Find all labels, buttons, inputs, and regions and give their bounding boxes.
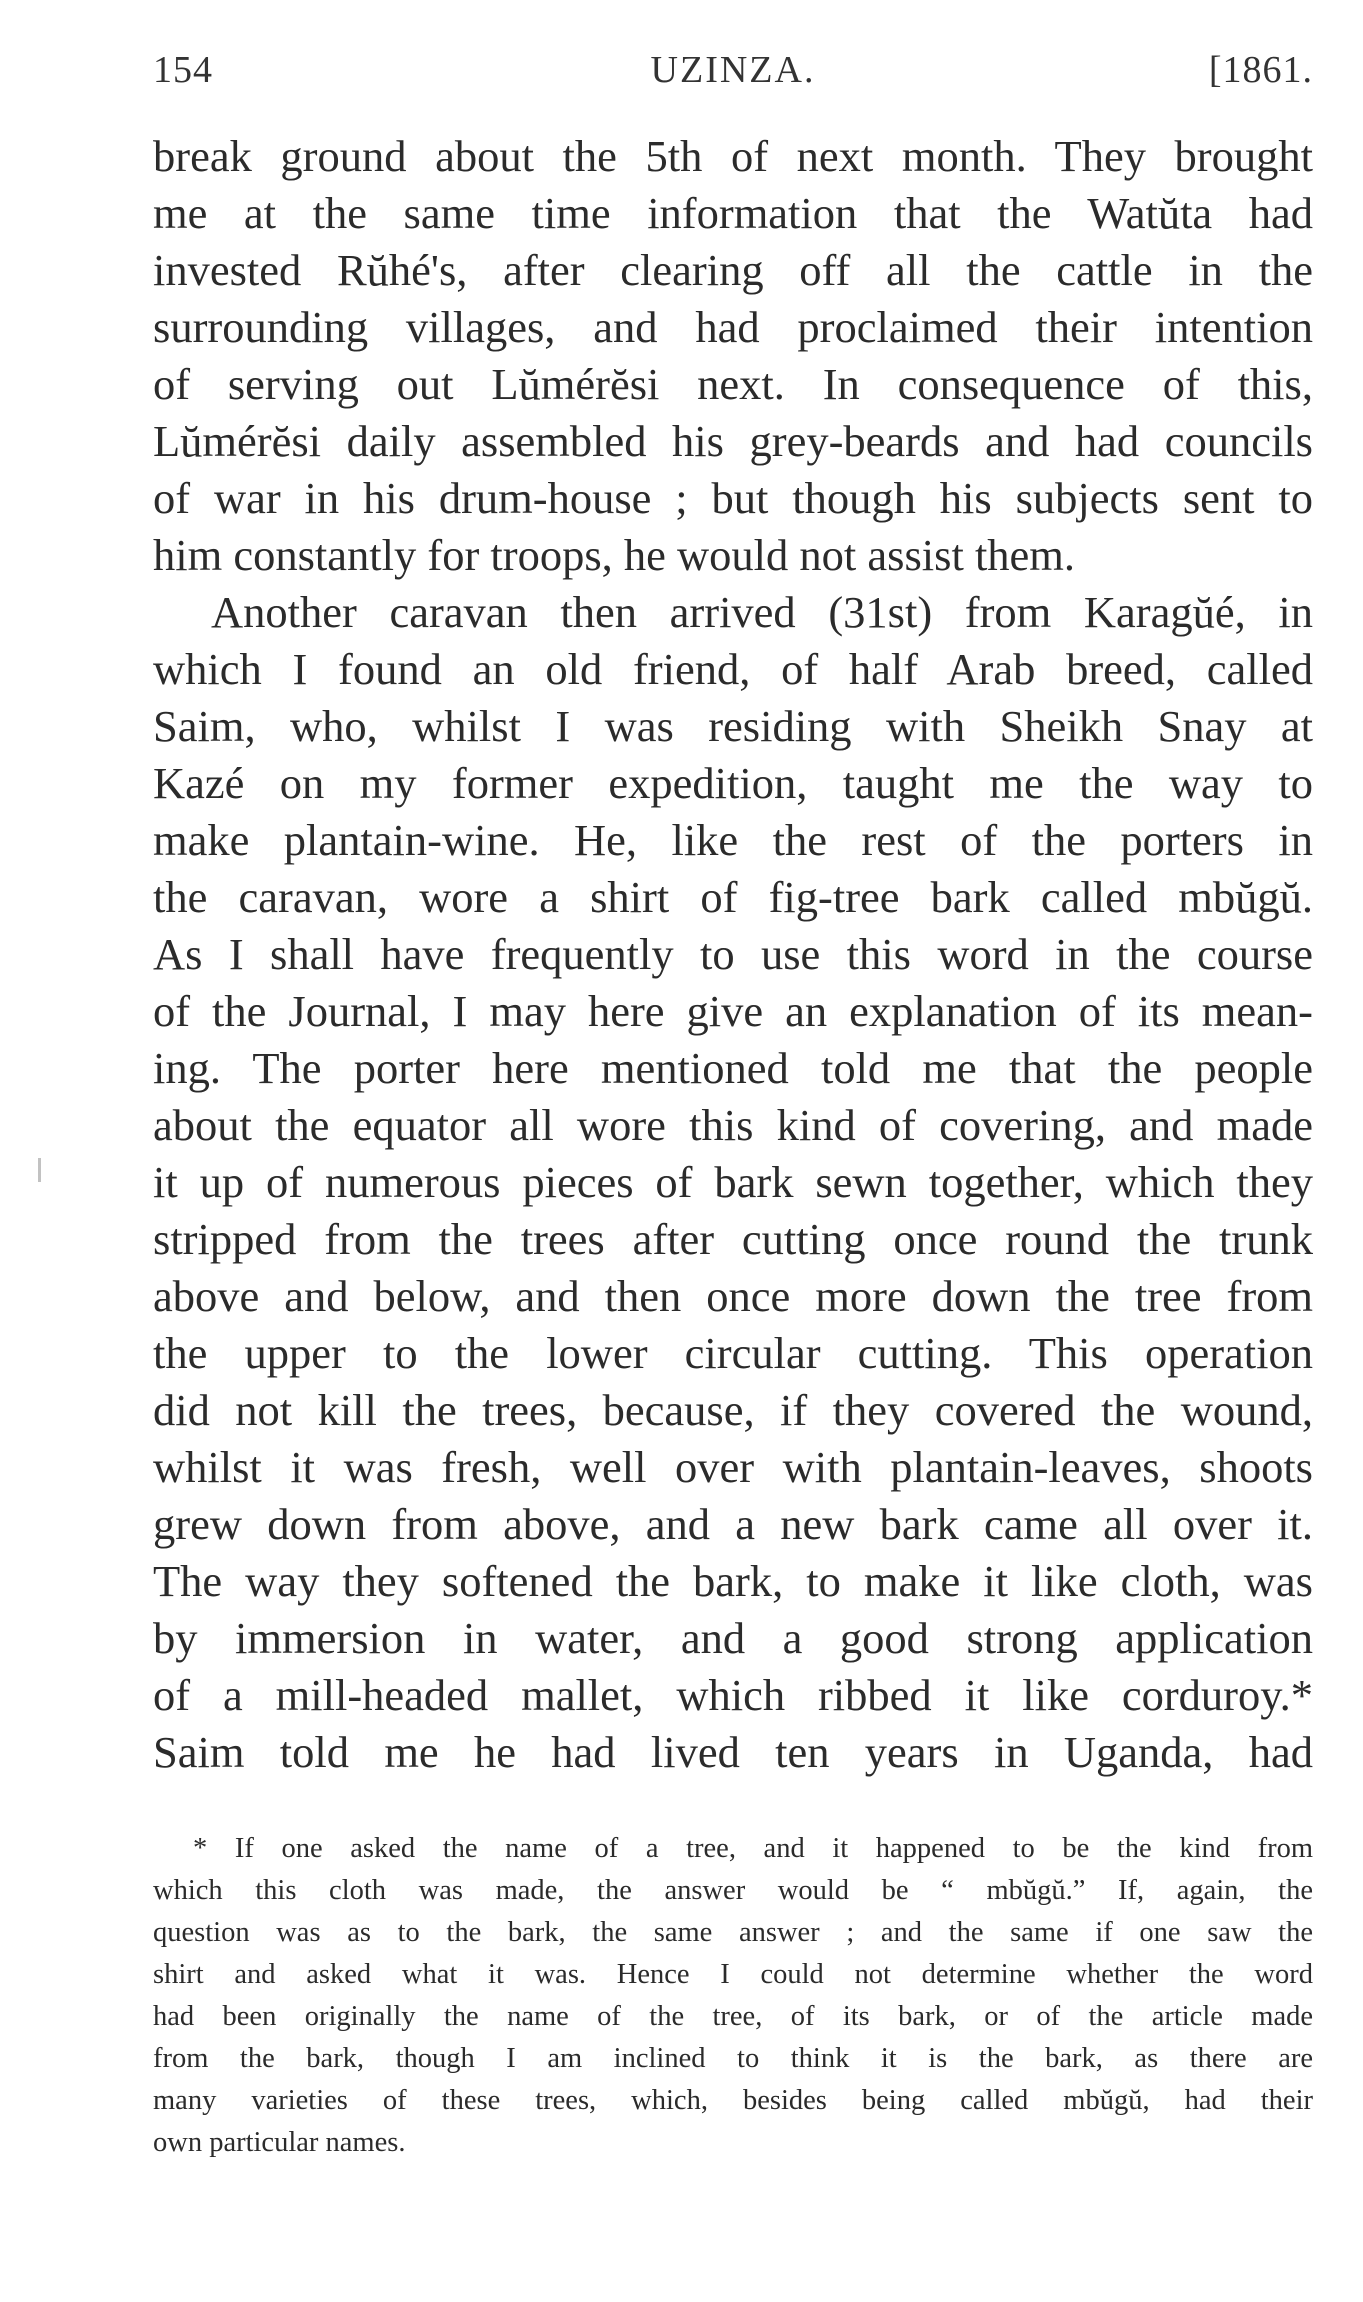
footnote-line: which this cloth was made, the answer would be “ mbŭgŭ.” If, again, the (153, 1875, 1313, 1906)
text-line: As I shall have frequently to use this word in the course (153, 929, 1313, 979)
header-year: [1861. (1208, 49, 1313, 91)
text-line: of a mill-headed mallet, which ribbed it like corduroy.* (153, 1670, 1313, 1720)
page-header (153, 40, 1313, 90)
footnote-line: shirt and asked what it was. Hence I could not determine whether the word (153, 1959, 1313, 1990)
footnote-line: * If one asked the name of a tree, and it happened to be the kind from (193, 1833, 1313, 1864)
text-line: of serving out Lŭmérĕsi next. In consequence of this, (153, 359, 1313, 409)
footnote-line: question was as to the bark, the same answer ; and the same if one saw the (153, 1917, 1313, 1948)
text-line: did not kill the trees, because, if they covered the wound, (153, 1385, 1313, 1435)
text-line: stripped from the trees after cutting once round the trunk (153, 1214, 1313, 1264)
text-line: make plantain-wine. He, like the rest of the porters in (153, 815, 1313, 865)
text-line: invested Rŭhé's, after clearing off all the cattle in the (153, 245, 1313, 295)
text-line: him constantly for troops, he would not assist them. (153, 530, 1076, 580)
text-line: the caravan, wore a shirt of fig-tree bark called mbŭgŭ. (153, 872, 1313, 922)
text-line: above and below, and then once more down the tree from (153, 1271, 1313, 1321)
text-line: Saim told me he had lived ten years in Uganda, had (153, 1727, 1313, 1777)
text-line: Another caravan then arrived (31st) from Karagŭé, in (211, 587, 1313, 637)
text-line: Lŭmérĕsi daily assembled his grey-beards and had councils (153, 416, 1313, 466)
main-text (153, 128, 1313, 1781)
text-line: break ground about the 5th of next month. They brought (153, 131, 1313, 181)
text-line: by immersion in water, and a good strong application (153, 1613, 1313, 1663)
footnote-line: many varieties of these trees, which, besides being called mbŭgŭ, had their (153, 2085, 1313, 2116)
text-line: The way they softened the bark, to make it like cloth, was (153, 1556, 1313, 1606)
footnote-line: own particular names. (153, 2127, 406, 2158)
text-line: of war in his drum-house ; but though his subjects sent to (153, 473, 1313, 523)
text-line: whilst it was fresh, well over with plantain-leaves, shoots (153, 1442, 1313, 1492)
running-title: UZINZA. (650, 49, 816, 91)
text-line: it up of numerous pieces of bark sewn together, which they (153, 1157, 1313, 1207)
text-line: of the Journal, I may here give an explanation of its mean- (153, 986, 1313, 1036)
text-line: me at the same time information that the Watŭta had (153, 188, 1313, 238)
text-line: grew down from above, and a new bark came all over it. (153, 1499, 1313, 1549)
text-line: Saim, who, whilst I was residing with Sheikh Snay at (153, 701, 1313, 751)
footnote-line: from the bark, though I am inclined to think it is the bark, as there are (153, 2043, 1313, 2074)
footnote (153, 1828, 1313, 2164)
margin-mark (38, 1158, 41, 1182)
footnote-line: had been originally the name of the tree, of its bark, or of the article made (153, 2001, 1313, 2032)
text-line: about the equator all wore this kind of covering, and made (153, 1100, 1313, 1150)
text-line: which I found an old friend, of half Arab breed, called (153, 644, 1313, 694)
text-line: Kazé on my former expedition, taught me the way to (153, 758, 1313, 808)
text-line: ing. The porter here mentioned told me that the people (153, 1043, 1313, 1093)
text-line: surrounding villages, and had proclaimed their intention (153, 302, 1313, 352)
text-line: the upper to the lower circular cutting. This operation (153, 1328, 1313, 1378)
page-number: 154 (153, 49, 213, 91)
